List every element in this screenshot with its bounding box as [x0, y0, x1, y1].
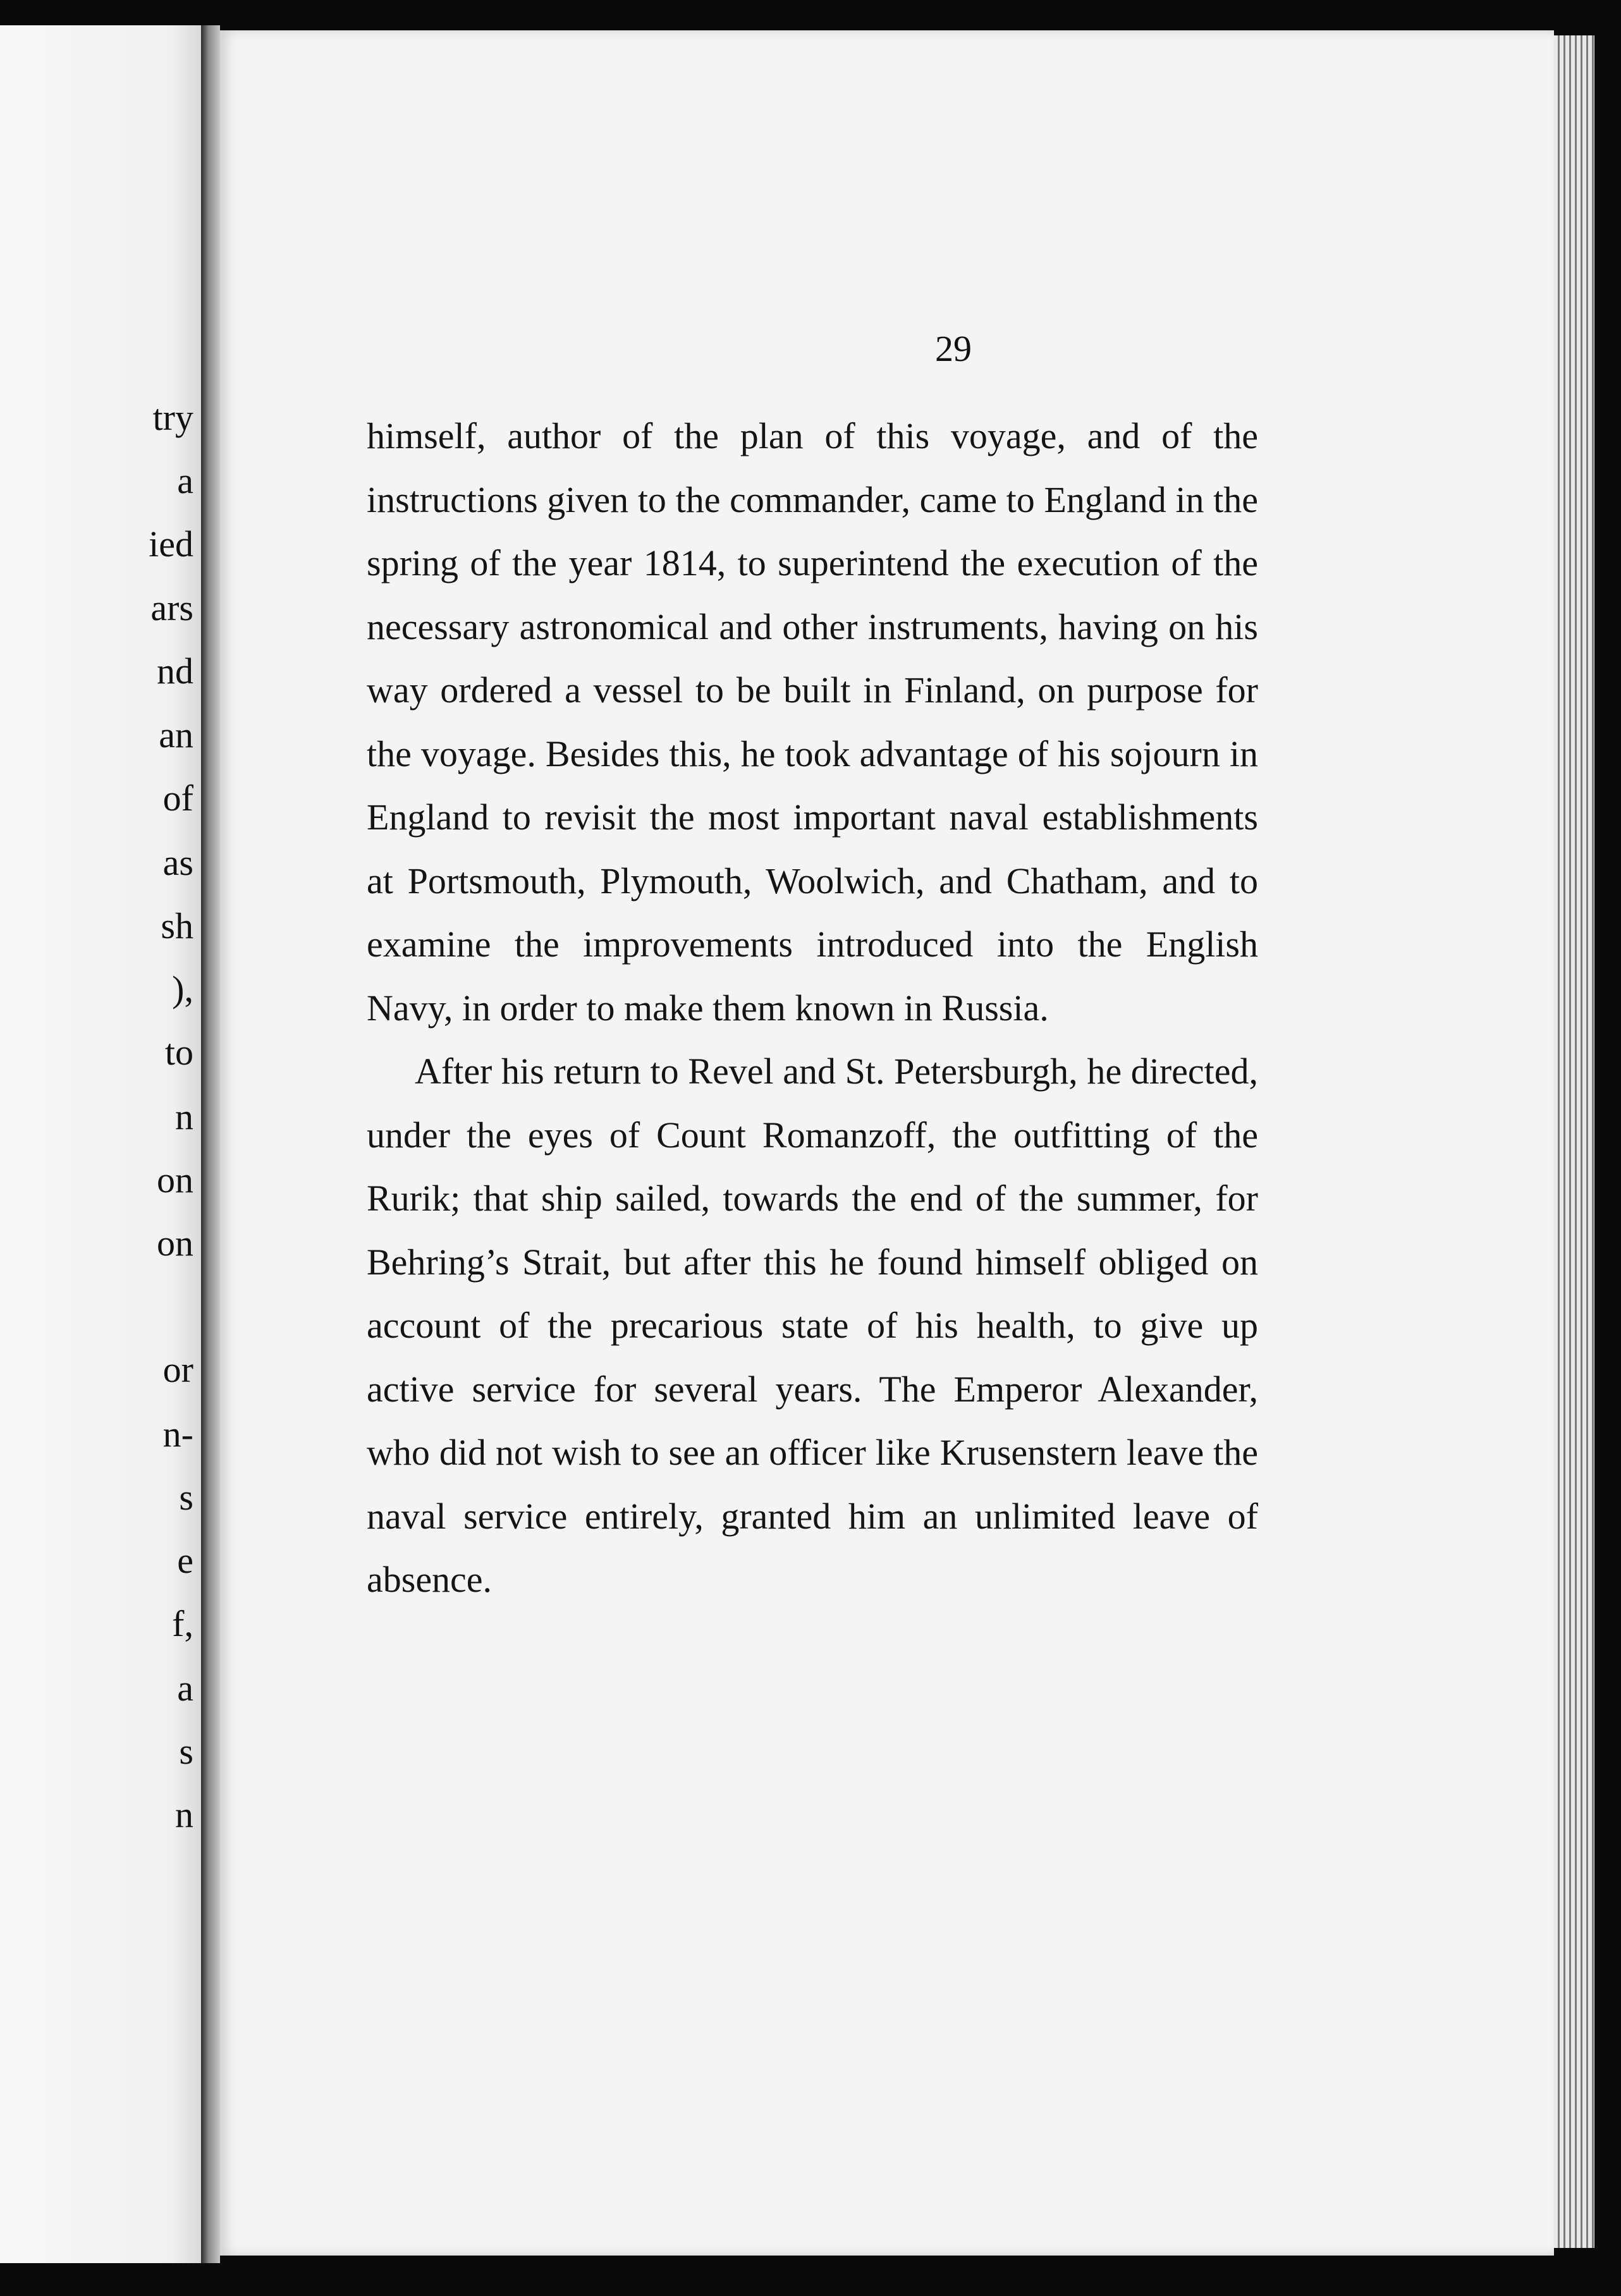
previous-page-line-fragment: try — [152, 397, 193, 438]
paragraph: himself, author of the plan of this voyage, and of the instructions given to the commander, came to England in the spring of the year 1814, to superintend the execution of the necessary astronomical and other instruments, having on his way ordered a vessel to be built in Finland, on purpose for the voyage. Besides this, he took advantage of his sojourn in England to revisit the most important naval establishments at Portsmouth, Plymouth, Woolwich, and Chatham, and to examine the improvements introduced into the English Navy, in order to make them known in Russia. — [367, 415, 1258, 1029]
previous-page-line-fragment: s — [179, 1477, 193, 1518]
previous-page-line-fragment: ), — [172, 968, 193, 1010]
previous-page-line-fragment: s — [179, 1731, 193, 1772]
previous-page-line-fragment: on — [157, 1223, 193, 1264]
paragraph: After his return to Revel and St. Petersburgh, he directed, under the eyes of Count Romanzoff, the outfitting of the Rurik; that ship sailed, towards the end of the summer, for Behring’s Strait, but after this he found himself obliged on account of the precarious state of his health, to give up active service for several years. The Emperor Alexander, who did not wish to see an officer like Krusenstern leave the naval service entirely, granted him an unlimited leave of absence. — [367, 1051, 1258, 1600]
previous-page-line-fragment: e — [177, 1540, 193, 1581]
page-text — [367, 405, 1258, 1612]
previous-page-line-fragment: sh — [161, 905, 193, 946]
previous-page-line-fragment: n — [175, 1096, 193, 1137]
previous-page-line-fragment: nd — [157, 650, 193, 692]
page-number: 29 — [935, 328, 972, 369]
previous-page-line-fragment: as — [162, 842, 193, 883]
previous-page-line-fragment: or — [162, 1349, 193, 1390]
previous-page-line-fragment: f, — [172, 1603, 193, 1644]
page-edges — [1554, 35, 1594, 2248]
previous-page-line-fragment: a — [177, 1668, 193, 1709]
previous-page-line-fragment: a — [177, 460, 193, 501]
previous-page-line-fragment: ied — [149, 523, 193, 565]
previous-page-line-fragment: ars — [150, 587, 193, 628]
previous-page-edge — [0, 25, 201, 2263]
previous-page-line-fragment: to — [164, 1032, 193, 1073]
previous-page-line-fragment: of — [162, 778, 193, 819]
previous-page-line-fragment: on — [157, 1159, 193, 1200]
book-gutter — [201, 25, 220, 2263]
previous-page-line-fragment: n — [175, 1794, 193, 1835]
previous-page-line-fragment: n- — [162, 1414, 193, 1455]
previous-page-line-fragment: an — [159, 714, 193, 755]
